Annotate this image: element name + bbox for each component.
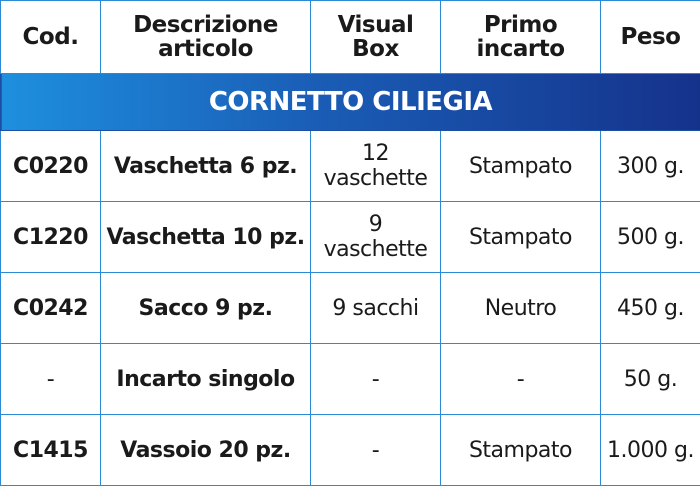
table-row [1, 202, 700, 273]
cell-weight: 50 g. [601, 344, 700, 415]
cell-code: C1415 [1, 415, 101, 486]
header-code: Cod. [1, 1, 101, 74]
table-row [1, 344, 700, 415]
table-row [1, 273, 700, 344]
cell-description: Incarto singolo [101, 344, 311, 415]
header-row [1, 1, 700, 74]
header-first-wrap: Primo incarto [441, 1, 601, 74]
cell-first-wrap: Stampato [441, 415, 601, 486]
cell-first-wrap: Stampato [441, 131, 601, 202]
cell-first-wrap: Neutro [441, 273, 601, 344]
cell-weight: 1.000 g. [601, 415, 700, 486]
cell-weight: 500 g. [601, 202, 700, 273]
table-row [1, 415, 700, 486]
cell-weight: 300 g. [601, 131, 700, 202]
cell-description: Vaschetta 10 pz. [101, 202, 311, 273]
cell-description: Sacco 9 pz. [101, 273, 311, 344]
header-weight: Peso [601, 1, 700, 74]
cell-visual-box: 9 vaschette [311, 202, 441, 273]
cell-first-wrap: - [441, 344, 601, 415]
cell-code: C0242 [1, 273, 101, 344]
cell-visual-box: - [311, 415, 441, 486]
section-row [1, 74, 700, 131]
table-row [1, 131, 700, 202]
cell-visual-box: 12 vaschette [311, 131, 441, 202]
cell-code: C1220 [1, 202, 101, 273]
cell-code: - [1, 344, 101, 415]
header-description: Descrizione articolo [101, 1, 311, 74]
cell-description: Vaschetta 6 pz. [101, 131, 311, 202]
cell-first-wrap: Stampato [441, 202, 601, 273]
cell-description: Vassoio 20 pz. [101, 415, 311, 486]
section-title: CORNETTO CILIEGIA [1, 74, 700, 131]
cell-visual-box: - [311, 344, 441, 415]
cell-weight: 450 g. [601, 273, 700, 344]
cell-visual-box: 9 sacchi [311, 273, 441, 344]
cell-code: C0220 [1, 131, 101, 202]
header-visual-box: Visual Box [311, 1, 441, 74]
